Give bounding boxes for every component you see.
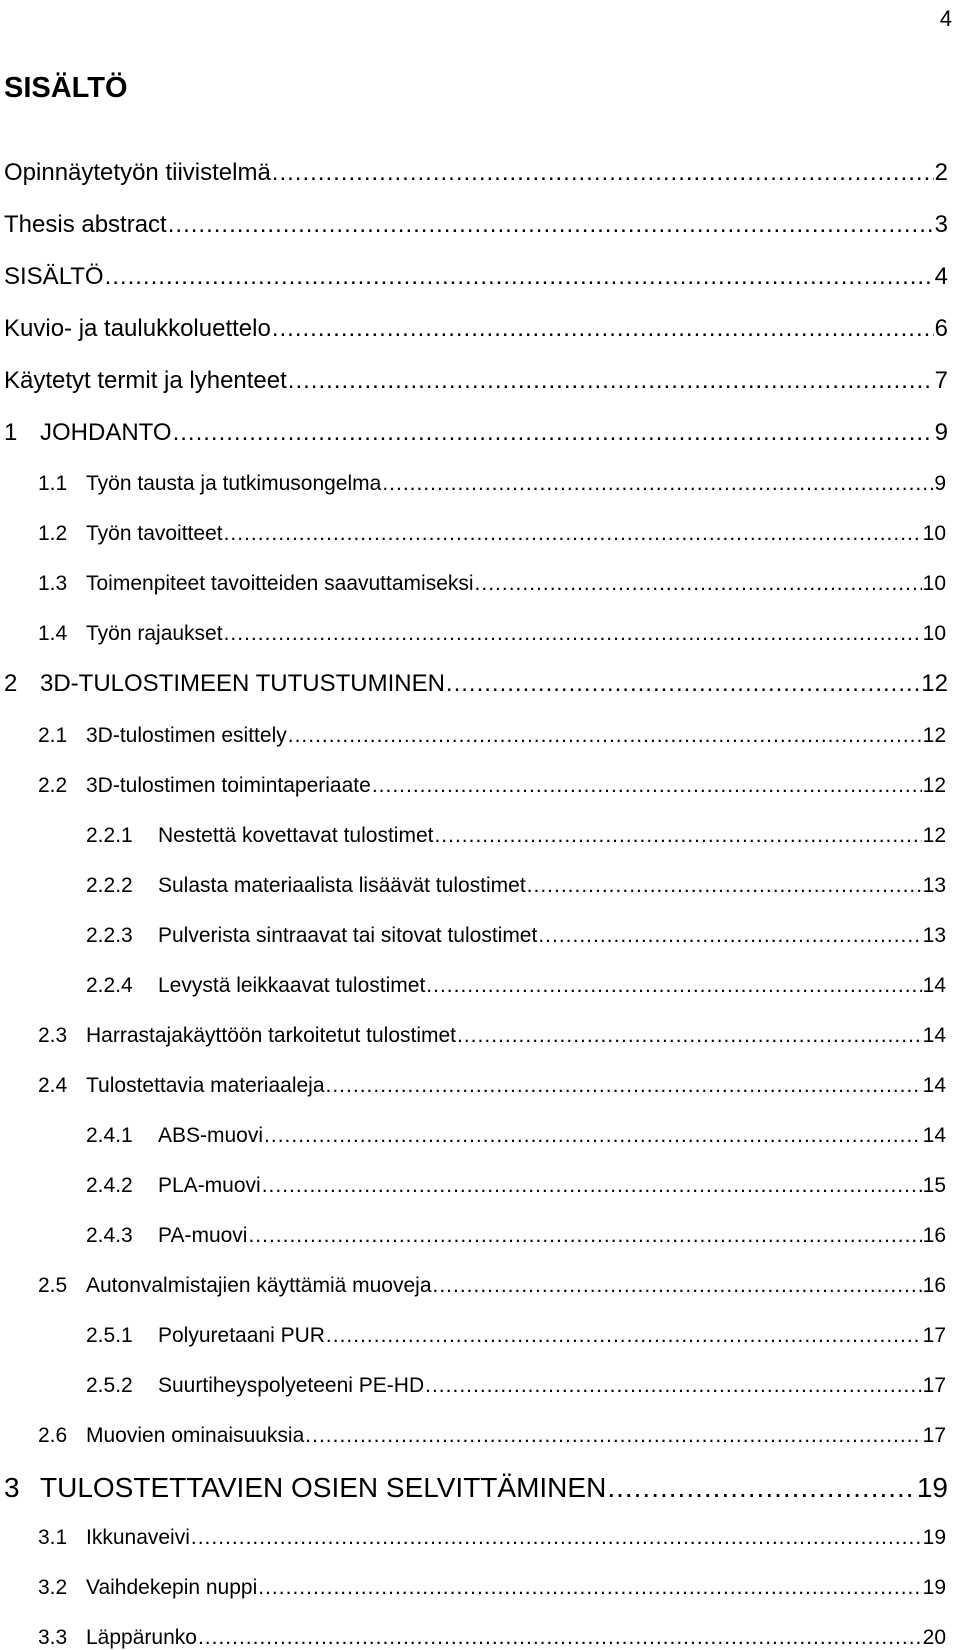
toc-entry-page: 4	[934, 263, 948, 290]
toc-entry[interactable]	[4, 367, 948, 395]
toc-entry-title: JOHDANTO	[40, 419, 172, 446]
toc-entry-page: 17	[922, 1324, 946, 1347]
toc-entry-page: 12	[921, 670, 948, 697]
toc-entry[interactable]	[86, 824, 946, 848]
toc-entry-page: 19	[922, 1526, 946, 1549]
dot-leader	[173, 419, 934, 447]
dot-leader	[272, 315, 934, 343]
toc-entry-number: 1.3	[38, 572, 68, 595]
toc-entry-page: 13	[922, 874, 946, 897]
toc-entry[interactable]	[38, 622, 946, 646]
toc-entry-page: 12	[922, 824, 946, 847]
toc-entry[interactable]	[86, 1124, 946, 1148]
toc-entry[interactable]	[38, 1024, 946, 1048]
toc-entry[interactable]	[38, 522, 946, 546]
toc-entry-number: 2.4.2	[86, 1174, 133, 1197]
toc-entry[interactable]	[38, 1274, 946, 1298]
toc-entry[interactable]	[38, 1074, 946, 1098]
toc-entry[interactable]	[86, 1374, 946, 1398]
dot-leader	[372, 774, 922, 798]
toc-entry-title: Vaihdekepin nuppi	[86, 1576, 258, 1599]
dot-leader	[382, 472, 933, 496]
toc-entry[interactable]	[4, 419, 948, 447]
toc-entry-page: 13	[922, 924, 946, 947]
toc-entry-number: 3.2	[38, 1576, 68, 1599]
dot-leader	[168, 211, 934, 239]
dot-leader	[288, 724, 922, 748]
toc-entry-title: PLA-muovi	[158, 1174, 261, 1197]
toc-entry[interactable]	[4, 670, 948, 698]
dot-leader	[288, 367, 934, 395]
toc-entry-title: Suurtiheyspolyeteeni PE-HD	[158, 1374, 425, 1397]
toc-entry-number: 2.2.2	[86, 874, 133, 897]
dot-leader	[262, 1174, 922, 1198]
dot-leader	[105, 263, 934, 291]
toc-entry-page: 9	[934, 472, 946, 495]
toc-entry[interactable]	[4, 159, 948, 187]
dot-leader	[224, 622, 922, 646]
toc-entry-number: 1	[4, 419, 18, 446]
toc-entry[interactable]	[4, 315, 948, 343]
toc-entry-number: 2.2.1	[86, 824, 133, 847]
dot-leader	[198, 1626, 922, 1650]
toc-entry-title: 3D-tulostimen esittely	[86, 724, 287, 747]
toc-entry[interactable]	[38, 1526, 946, 1550]
toc-entry-page: 17	[922, 1374, 946, 1397]
toc-entry[interactable]	[4, 211, 948, 239]
dot-leader	[433, 1274, 922, 1298]
toc-entry-title: Käytetyt termit ja lyhenteet	[4, 367, 287, 394]
toc-entry-number: 2.4.3	[86, 1224, 133, 1247]
toc-entry-title: Tulostettavia materiaaleja	[86, 1074, 325, 1097]
toc-entry-number: 2.2	[38, 774, 68, 797]
toc-entry-title: 3D-TULOSTIMEEN TUTUSTUMINEN	[40, 670, 445, 697]
dot-leader	[326, 1324, 922, 1348]
toc-entry-number: 2.3	[38, 1024, 68, 1047]
toc-entry-page: 3	[934, 211, 948, 238]
toc-entry-number: 2.6	[38, 1424, 68, 1447]
dot-leader	[224, 522, 922, 546]
toc-entry-page: 16	[922, 1224, 946, 1247]
toc-entry-title: Työn tavoitteet	[86, 522, 223, 545]
toc-entry-title: Harrastajakäyttöön tarkoitetut tulostimet	[86, 1024, 457, 1047]
toc-entry-title: Levystä leikkaavat tulostimet	[158, 974, 426, 997]
toc-entry[interactable]	[86, 1224, 946, 1248]
toc-entry-page: 10	[922, 522, 946, 545]
dot-leader	[607, 1472, 916, 1504]
toc-entry-title: Nestettä kovettavat tulostimet	[158, 824, 434, 847]
toc-entry-page: 2	[934, 159, 948, 186]
toc-entry[interactable]	[86, 1324, 946, 1348]
toc-entry-number: 2.5.2	[86, 1374, 133, 1397]
toc-entry-page: 6	[934, 315, 948, 342]
toc-entry-title: Ikkunaveivi	[86, 1526, 190, 1549]
toc-entry-title: Kuvio- ja taulukkoluettelo	[4, 315, 271, 342]
page-number: 4	[939, 6, 952, 31]
dot-leader	[475, 572, 922, 596]
dot-leader	[272, 159, 934, 187]
toc-entry[interactable]	[86, 974, 946, 998]
dot-leader	[434, 824, 921, 848]
dot-leader	[326, 1074, 922, 1098]
toc-entry-title: SISÄLTÖ	[4, 263, 104, 290]
toc-entry-page: 19	[922, 1576, 946, 1599]
toc-entry-page: 14	[922, 1024, 946, 1047]
toc-entry-page: 17	[922, 1424, 946, 1447]
toc-entry-number: 2.2.4	[86, 974, 133, 997]
toc-entry-page: 10	[922, 622, 946, 645]
toc-entry-title: Muovien ominaisuuksia	[86, 1424, 305, 1447]
dot-leader	[446, 670, 920, 698]
toc-entry[interactable]	[38, 1424, 946, 1448]
toc-entry[interactable]	[86, 924, 946, 948]
dot-leader	[457, 1024, 922, 1048]
toc-entry-title: Työn rajaukset	[86, 622, 223, 645]
toc-entry[interactable]	[86, 874, 946, 898]
toc-entry-number: 3.3	[38, 1626, 68, 1649]
page-title: SISÄLTÖ	[4, 72, 128, 104]
toc-entry[interactable]	[86, 1174, 946, 1198]
toc-entry-title: Polyuretaani PUR	[158, 1324, 325, 1347]
toc-entry-number: 3	[4, 1472, 20, 1503]
toc-entry-page: 14	[922, 1124, 946, 1147]
dot-leader	[248, 1224, 921, 1248]
toc-entry-page: 12	[922, 724, 946, 747]
dot-leader	[264, 1124, 922, 1148]
toc-entry[interactable]	[38, 472, 946, 496]
toc-entry-page: 20	[922, 1626, 946, 1649]
toc-entry-page: 7	[934, 367, 948, 394]
toc-entry-title: Autonvalmistajien käyttämiä muoveja	[86, 1274, 432, 1297]
toc-entry-title: Sulasta materiaalista lisäävät tulostimet	[158, 874, 526, 897]
toc-entry-title: Thesis abstract	[4, 211, 167, 238]
toc-entry-page: 14	[922, 974, 946, 997]
toc-entry-number: 3.1	[38, 1526, 68, 1549]
dot-leader	[538, 924, 921, 948]
toc-entry-number: 1.4	[38, 622, 68, 645]
toc-entry-page: 14	[922, 1074, 946, 1097]
toc-entry-title: Työn tausta ja tutkimusongelma	[86, 472, 382, 495]
toc-entry[interactable]	[38, 774, 946, 798]
toc-entry[interactable]	[38, 572, 946, 596]
toc-entry-page: 16	[922, 1274, 946, 1297]
toc-entry-number: 2.1	[38, 724, 68, 747]
toc-entry-number: 2.4.1	[86, 1124, 133, 1147]
toc-entry-title: PA-muovi	[158, 1224, 248, 1247]
toc-entry-page: 9	[934, 419, 948, 446]
toc-entry[interactable]	[4, 263, 948, 291]
dot-leader	[191, 1526, 922, 1550]
toc-entry-title: Opinnäytetyön tiivistelmä	[4, 159, 271, 186]
toc-entry-title: TULOSTETTAVIEN OSIEN SELVITTÄMINEN	[40, 1472, 607, 1503]
toc-entry-title: Pulverista sintraavat tai sitovat tulostimet	[158, 924, 538, 947]
toc-entry[interactable]	[4, 1472, 948, 1504]
toc-entry-number: 2.2.3	[86, 924, 133, 947]
dot-leader	[258, 1576, 921, 1600]
toc-entry-title: Läppärunko	[86, 1626, 197, 1649]
dot-leader	[425, 1374, 922, 1398]
toc-entry-number: 2.4	[38, 1074, 68, 1097]
toc-entry-number: 1.2	[38, 522, 68, 545]
toc-entry-page: 10	[922, 572, 946, 595]
toc-entry[interactable]	[38, 1626, 946, 1650]
toc-entry-title: ABS-muovi	[158, 1124, 264, 1147]
toc-entry[interactable]	[38, 1576, 946, 1600]
toc-entry-page: 12	[922, 774, 946, 797]
toc-entry[interactable]	[38, 724, 946, 748]
dot-leader	[426, 974, 921, 998]
dot-leader	[305, 1424, 921, 1448]
toc-entry-number: 1.1	[38, 472, 68, 495]
toc-entry-number: 2.5	[38, 1274, 68, 1297]
toc-entry-page: 15	[922, 1174, 946, 1197]
toc-entry-number: 2	[4, 670, 18, 697]
toc-entry-page: 19	[916, 1472, 948, 1503]
dot-leader	[527, 874, 922, 898]
toc-entry-title: Toimenpiteet tavoitteiden saavuttamiseksi	[86, 572, 474, 595]
toc-entry-number: 2.5.1	[86, 1324, 133, 1347]
toc-entry-title: 3D-tulostimen toimintaperiaate	[86, 774, 371, 797]
